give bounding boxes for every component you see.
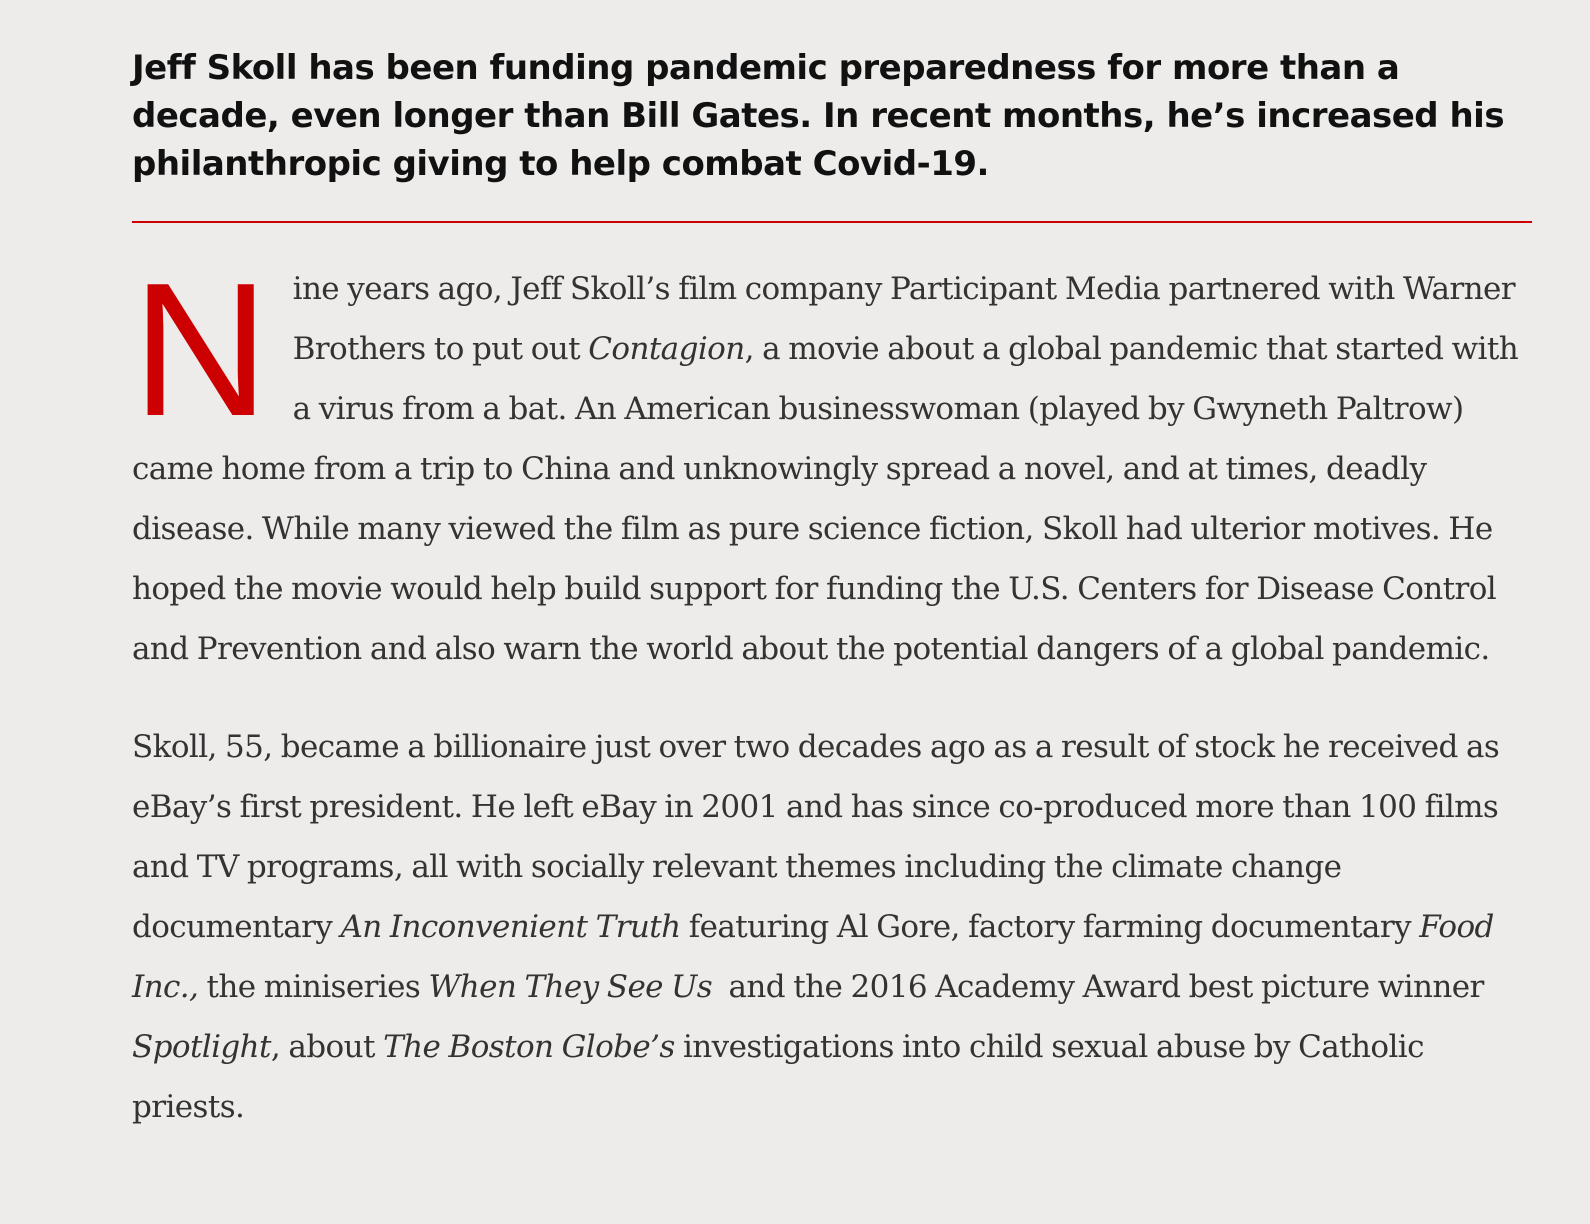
paragraph-1-text-a: ine years ago, Jeff Skoll’s film company Participant Media partnered with Warner Brothers to put out — [292, 271, 1515, 367]
drop-cap: N — [132, 244, 269, 456]
paragraph-1 — [132, 244, 1532, 679]
article-body — [132, 244, 1532, 1137]
paragraph-1-text-b: , a movie about a global pandemic that started with a virus from a bat. An American businesswoman (played by Gwyneth Paltrow) came home from a trip to China and unknowingly spread a novel, and at times, deadly disease. While many viewed the film as pure science fiction, Skoll had ulterior motives. He hoped the movie would help build support for funding the U.S. Centers for Disease Control and Prevention and also warn the world about the potential dangers of a global pandemic. — [132, 331, 1519, 667]
article-dek: Jeff Skoll has been funding pandemic preparedness for more than a decade, even longer than Bill Gates. In recent months, he’s increased his philanthropic giving to help combat Covid-19. — [132, 48, 1505, 184]
title-inconvenient-truth: An Inconvenient Truth — [340, 909, 681, 945]
title-contagion: Contagion — [588, 331, 745, 367]
paragraph-2-text-a: Skoll, 55, became a billionaire just over two decades ago as a result of stock he received as eBay’s first president. He left eBay in 2001 and has since co-produced more than 100 films and TV programs, all with socially relevant themes including the climate change documentary — [132, 729, 1500, 945]
paragraph-2 — [132, 717, 1532, 1137]
article — [132, 0, 1532, 1137]
paragraph-2-text-c: the miniseries — [198, 969, 429, 1005]
paragraph-2-text-d: and the 2016 Academy Award best picture winner — [712, 969, 1492, 1005]
paragraph-2-text-e: , about — [270, 1029, 384, 1065]
title-when-they-see-us: When They See Us — [428, 969, 713, 1005]
title-spotlight: Spotlight — [132, 1029, 271, 1065]
title-boston-globe: The Boston Globe’s — [383, 1029, 675, 1065]
paragraph-2-text-f: investigations into child sexual abuse by Catholic priests. — [132, 1029, 1424, 1125]
divider-rule — [132, 221, 1532, 223]
paragraph-2-text-b: featuring Al Gore, factory farming documentary — [680, 909, 1420, 945]
title-food-inc: Food Inc., — [132, 909, 1494, 1005]
